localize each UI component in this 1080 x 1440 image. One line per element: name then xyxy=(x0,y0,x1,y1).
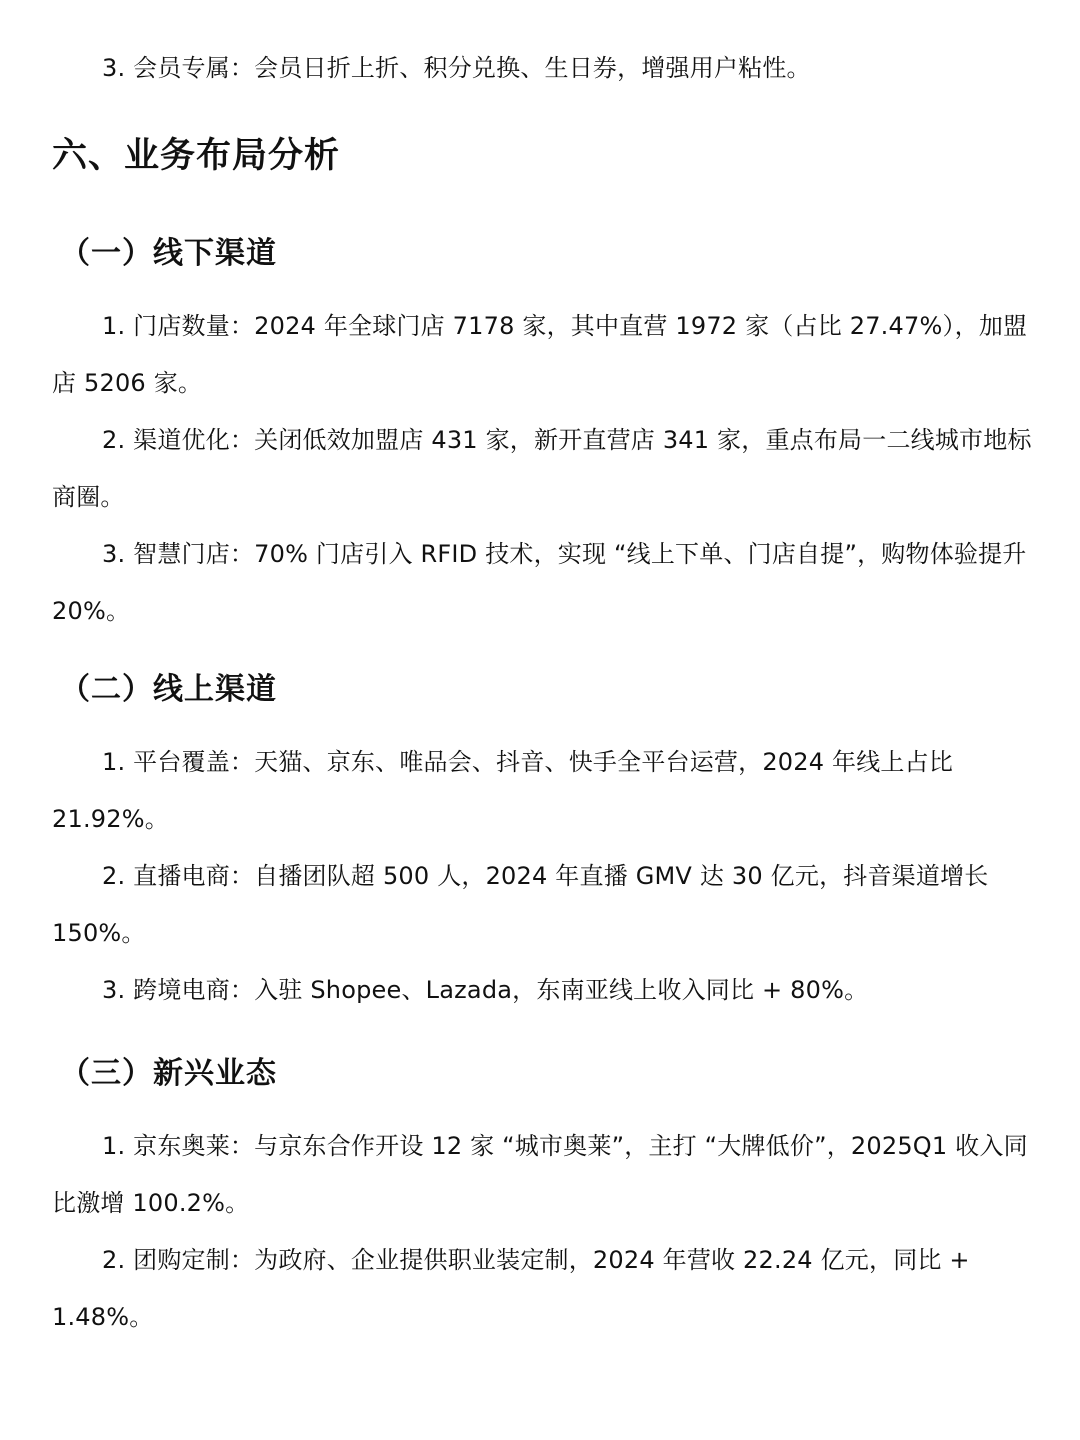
offline-item-1: 1. 门店数量：2024 年全球门店 7178 家，其中直营 1972 家（占比 27.47%），加盟店 5206 家。 xyxy=(52,312,1028,397)
emerging-item-1: 1. 京东奥莱：与京东合作开设 12 家 “城市奥莱”，主打 “大牌低价”，2025Q1 收入同比激增 100.2%。 xyxy=(52,1132,1028,1217)
offline-item-2: 2. 渠道优化：关闭低效加盟店 431 家，新开直营店 341 家，重点布局一二线城市地标商圈。 xyxy=(52,426,1032,511)
emerging-item-2: 2. 团购定制：为政府、企业提供职业装定制，2024 年营收 22.24 亿元，同比 + 1.48%。 xyxy=(52,1246,970,1331)
offline-heading: （一）线下渠道 xyxy=(60,236,277,271)
section-title: 六、业务布局分析 xyxy=(52,136,341,176)
offline-item-3: 3. 智慧门店：70% 门店引入 RFID 技术，实现 “线上下单、门店自提”，购物体验提升 20%。 xyxy=(52,540,1027,625)
online-heading: （二）线上渠道 xyxy=(60,672,277,707)
emerging-heading: （三）新兴业态 xyxy=(60,1056,277,1091)
membership-item: 3. 会员专属：会员日折上折、积分兑换、生日券，增强用户粘性。 xyxy=(102,54,811,82)
online-item-3: 3. 跨境电商：入驻 Shopee、Lazada，东南亚线上收入同比 + 80%。 xyxy=(102,976,869,1004)
online-item-1: 1. 平台覆盖：天猫、京东、唯品会、抖音、快手全平台运营，2024 年线上占比 21.92%。 xyxy=(52,748,954,833)
online-item-2: 2. 直播电商：自播团队超 500 人，2024 年直播 GMV 达 30 亿元，抖音渠道增长 150%。 xyxy=(52,862,989,947)
